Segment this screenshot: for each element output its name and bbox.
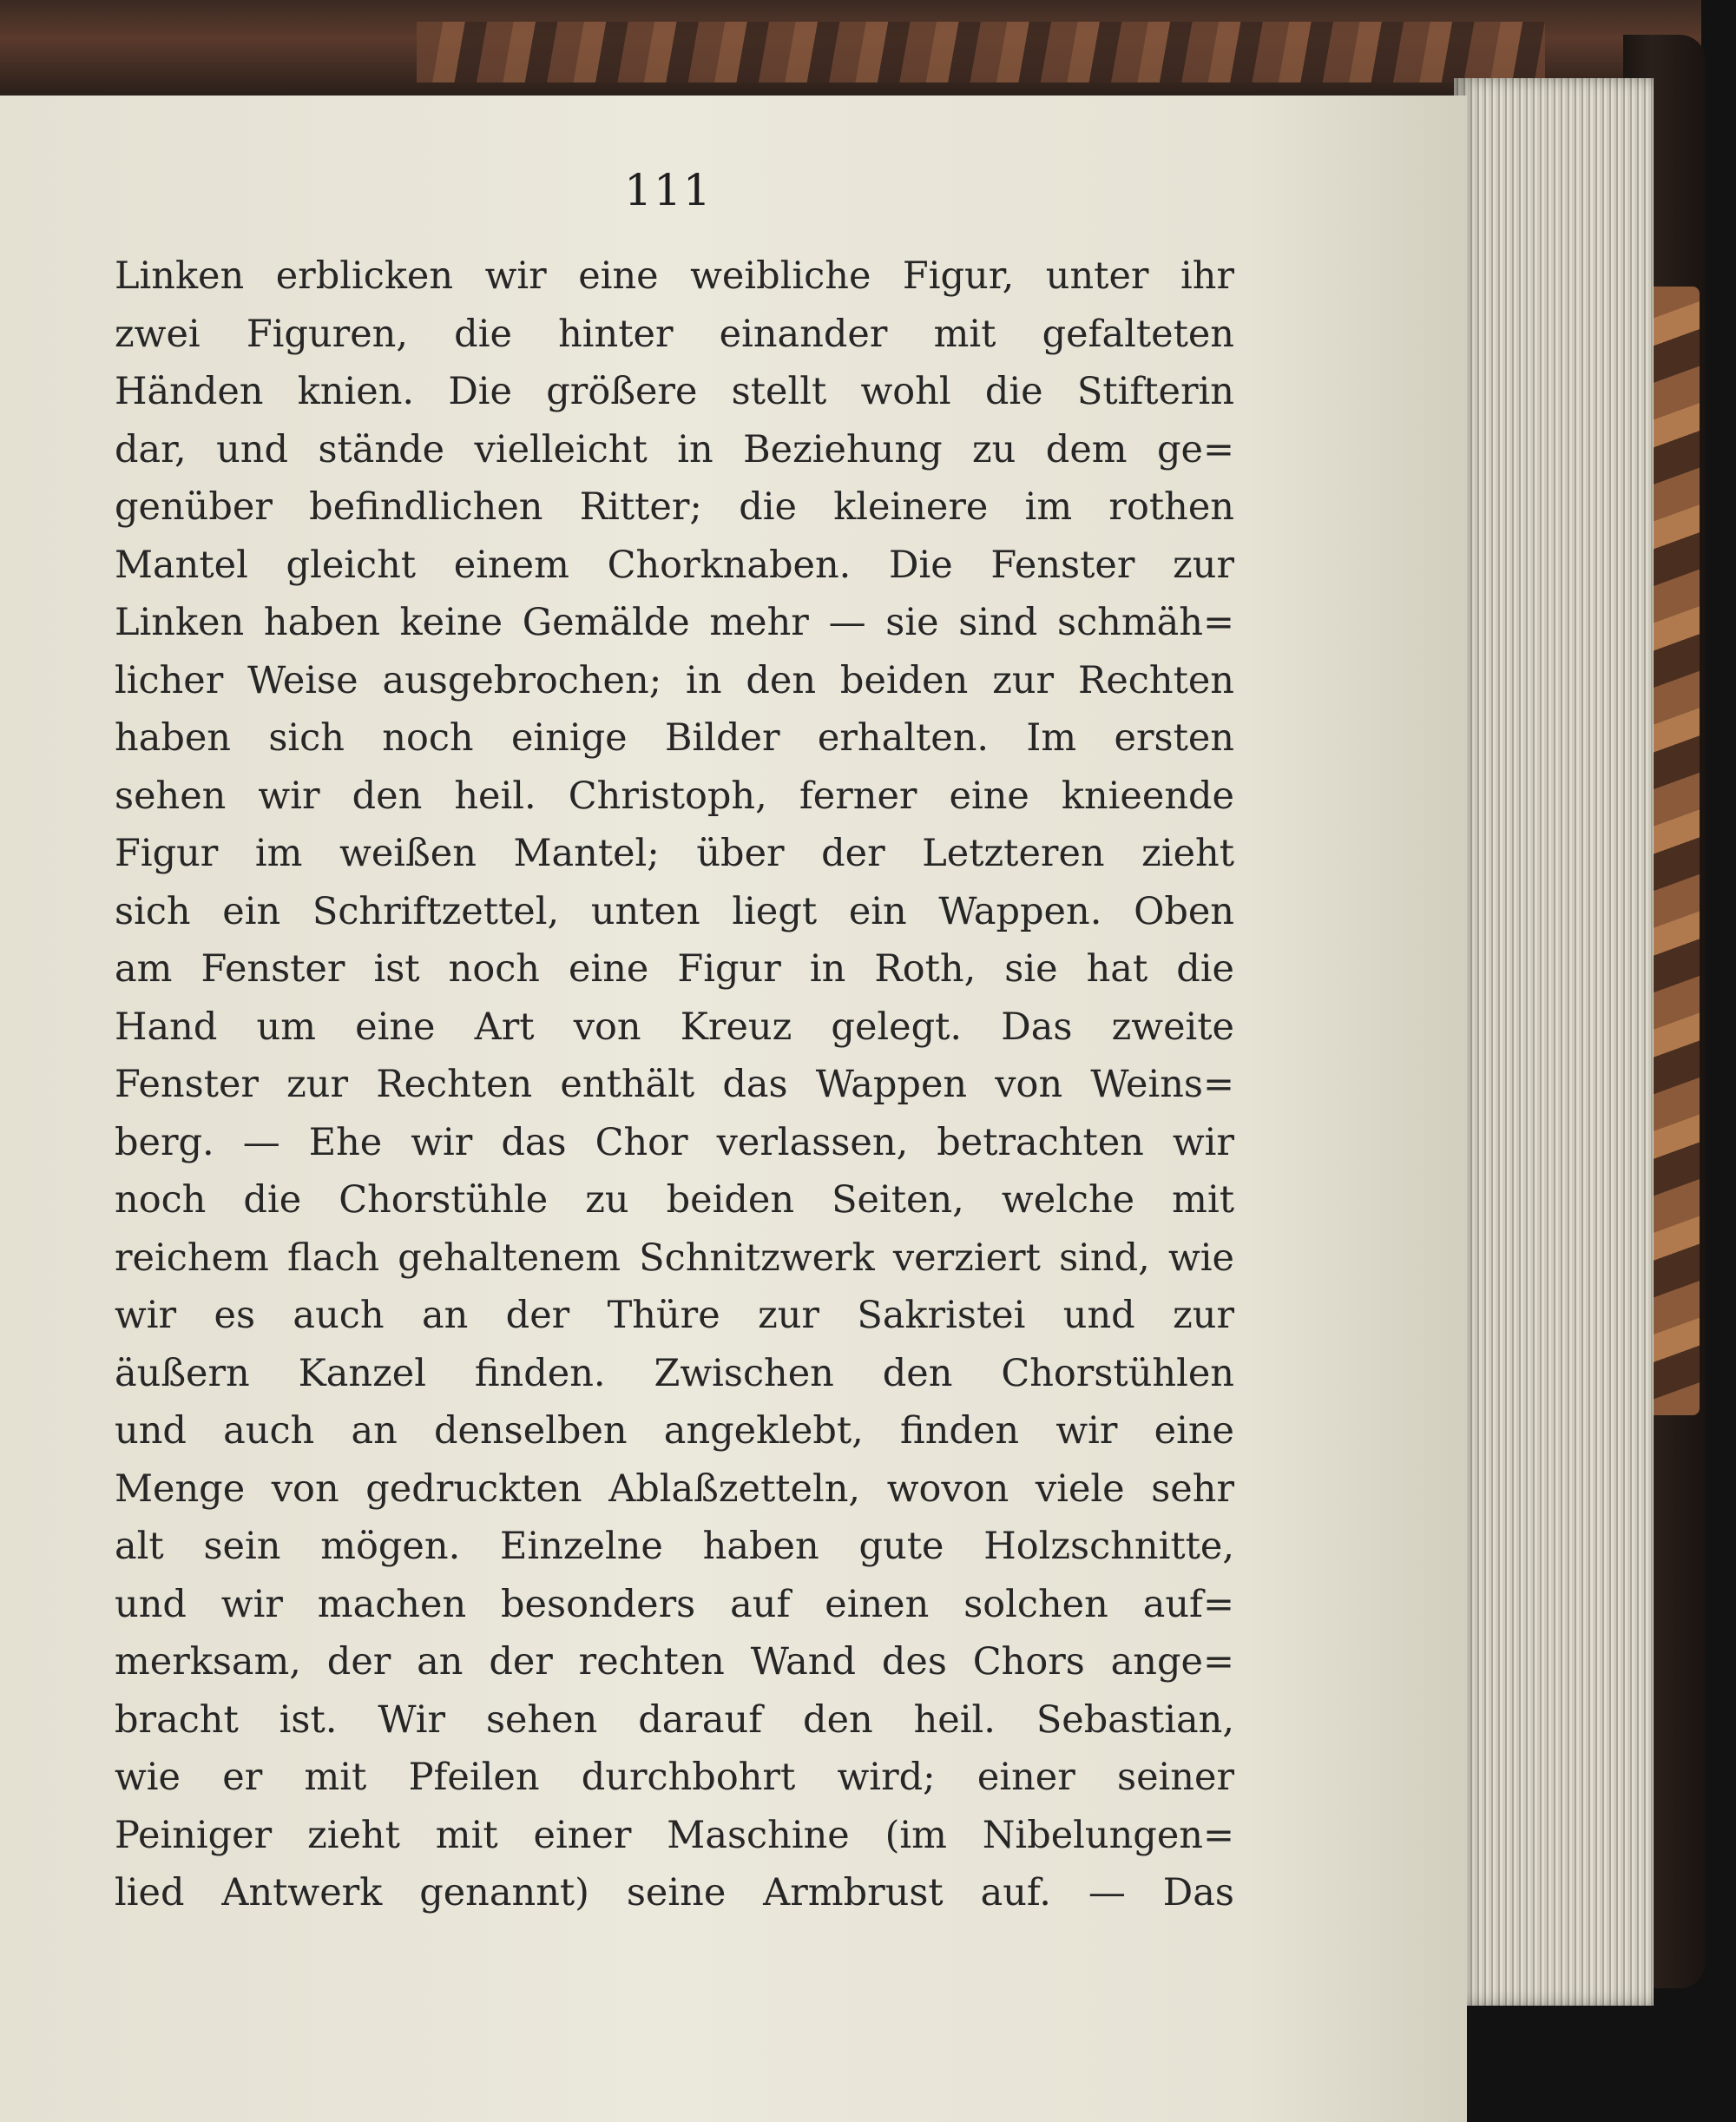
text-line: lied Antwerk genannt) seine Armbrust auf. — Das xyxy=(115,1871,1234,1914)
text-line: genüber befindlichen Ritter; die kleinere im rothen xyxy=(115,485,1234,529)
book-cover-top xyxy=(0,0,1701,96)
text-line: und wir machen besonders auf einen solchen auf= xyxy=(115,1582,1234,1626)
text-line: licher Weise ausgebrochen; in den beiden zur Rechten xyxy=(115,658,1234,702)
text-line: Mantel gleicht einem Chorknaben. Die Fenster zur xyxy=(115,543,1234,587)
text-line: Menge von gedruckten Ablaßzetteln, wovon viele sehr xyxy=(115,1466,1234,1511)
text-line: Händen knien. Die größere stellt wohl die Stifterin xyxy=(115,370,1234,413)
text-line: merksam, der an der rechten Wand des Chors ange= xyxy=(115,1640,1234,1684)
book-page xyxy=(0,96,1467,2122)
text-line: wir es auch an der Thüre zur Sakristei und zur xyxy=(115,1294,1234,1337)
marbled-cover-edge xyxy=(417,22,1545,82)
text-line: bracht ist. Wir sehen darauf den heil. Sebastian, xyxy=(115,1697,1234,1742)
text-line: Hand um eine Art von Kreuz gelegt. Das zweite xyxy=(115,1005,1234,1049)
text-line: haben sich noch einige Bilder erhalten. Im ersten xyxy=(115,716,1234,760)
text-line: berg. — Ehe wir das Chor verlassen, betrachten wir xyxy=(115,1120,1234,1164)
page-edges xyxy=(1454,78,1654,2006)
text-line: sehen wir den heil. Christoph, ferner eine knieende xyxy=(115,774,1234,818)
text-line: Peiniger zieht mit einer Maschine (im Nibelungen= xyxy=(115,1813,1234,1857)
text-line: Linken erblicken wir eine weibliche Figur, unter ihr xyxy=(115,254,1234,298)
text-line: Figur im weißen Mantel; über der Letzteren zieht xyxy=(115,832,1234,875)
text-line: zwei Figuren, die hinter einander mit gefalteten xyxy=(115,312,1234,356)
text-line: am Fenster ist noch eine Figur in Roth, sie hat die xyxy=(115,947,1234,991)
text-line: und auch an denselben angeklebt, finden wir eine xyxy=(115,1409,1234,1453)
text-line: wie er mit Pfeilen durchbohrt wird; einer seiner xyxy=(115,1756,1234,1799)
text-line: noch die Chorstühle zu beiden Seiten, welche mit xyxy=(115,1178,1234,1222)
page-number: 111 xyxy=(624,165,713,215)
text-line: Fenster zur Rechten enthält das Wappen von Weins= xyxy=(115,1063,1234,1106)
body-text xyxy=(115,247,1234,1922)
text-line: dar, und stände vielleicht in Beziehung zu dem ge= xyxy=(115,427,1234,471)
text-line: Linken haben keine Gemälde mehr — sie sind schmäh= xyxy=(115,601,1234,644)
text-line: reichem flach gehaltenem Schnitzwerk verziert sind, wie xyxy=(115,1236,1234,1280)
text-line: sich ein Schriftzettel, unten liegt ein Wappen. Oben xyxy=(115,889,1234,933)
text-line: alt sein mögen. Einzelne haben gute Holzschnitte, xyxy=(115,1525,1234,1568)
text-line: äußern Kanzel finden. Zwischen den Chorstühlen xyxy=(115,1351,1234,1395)
